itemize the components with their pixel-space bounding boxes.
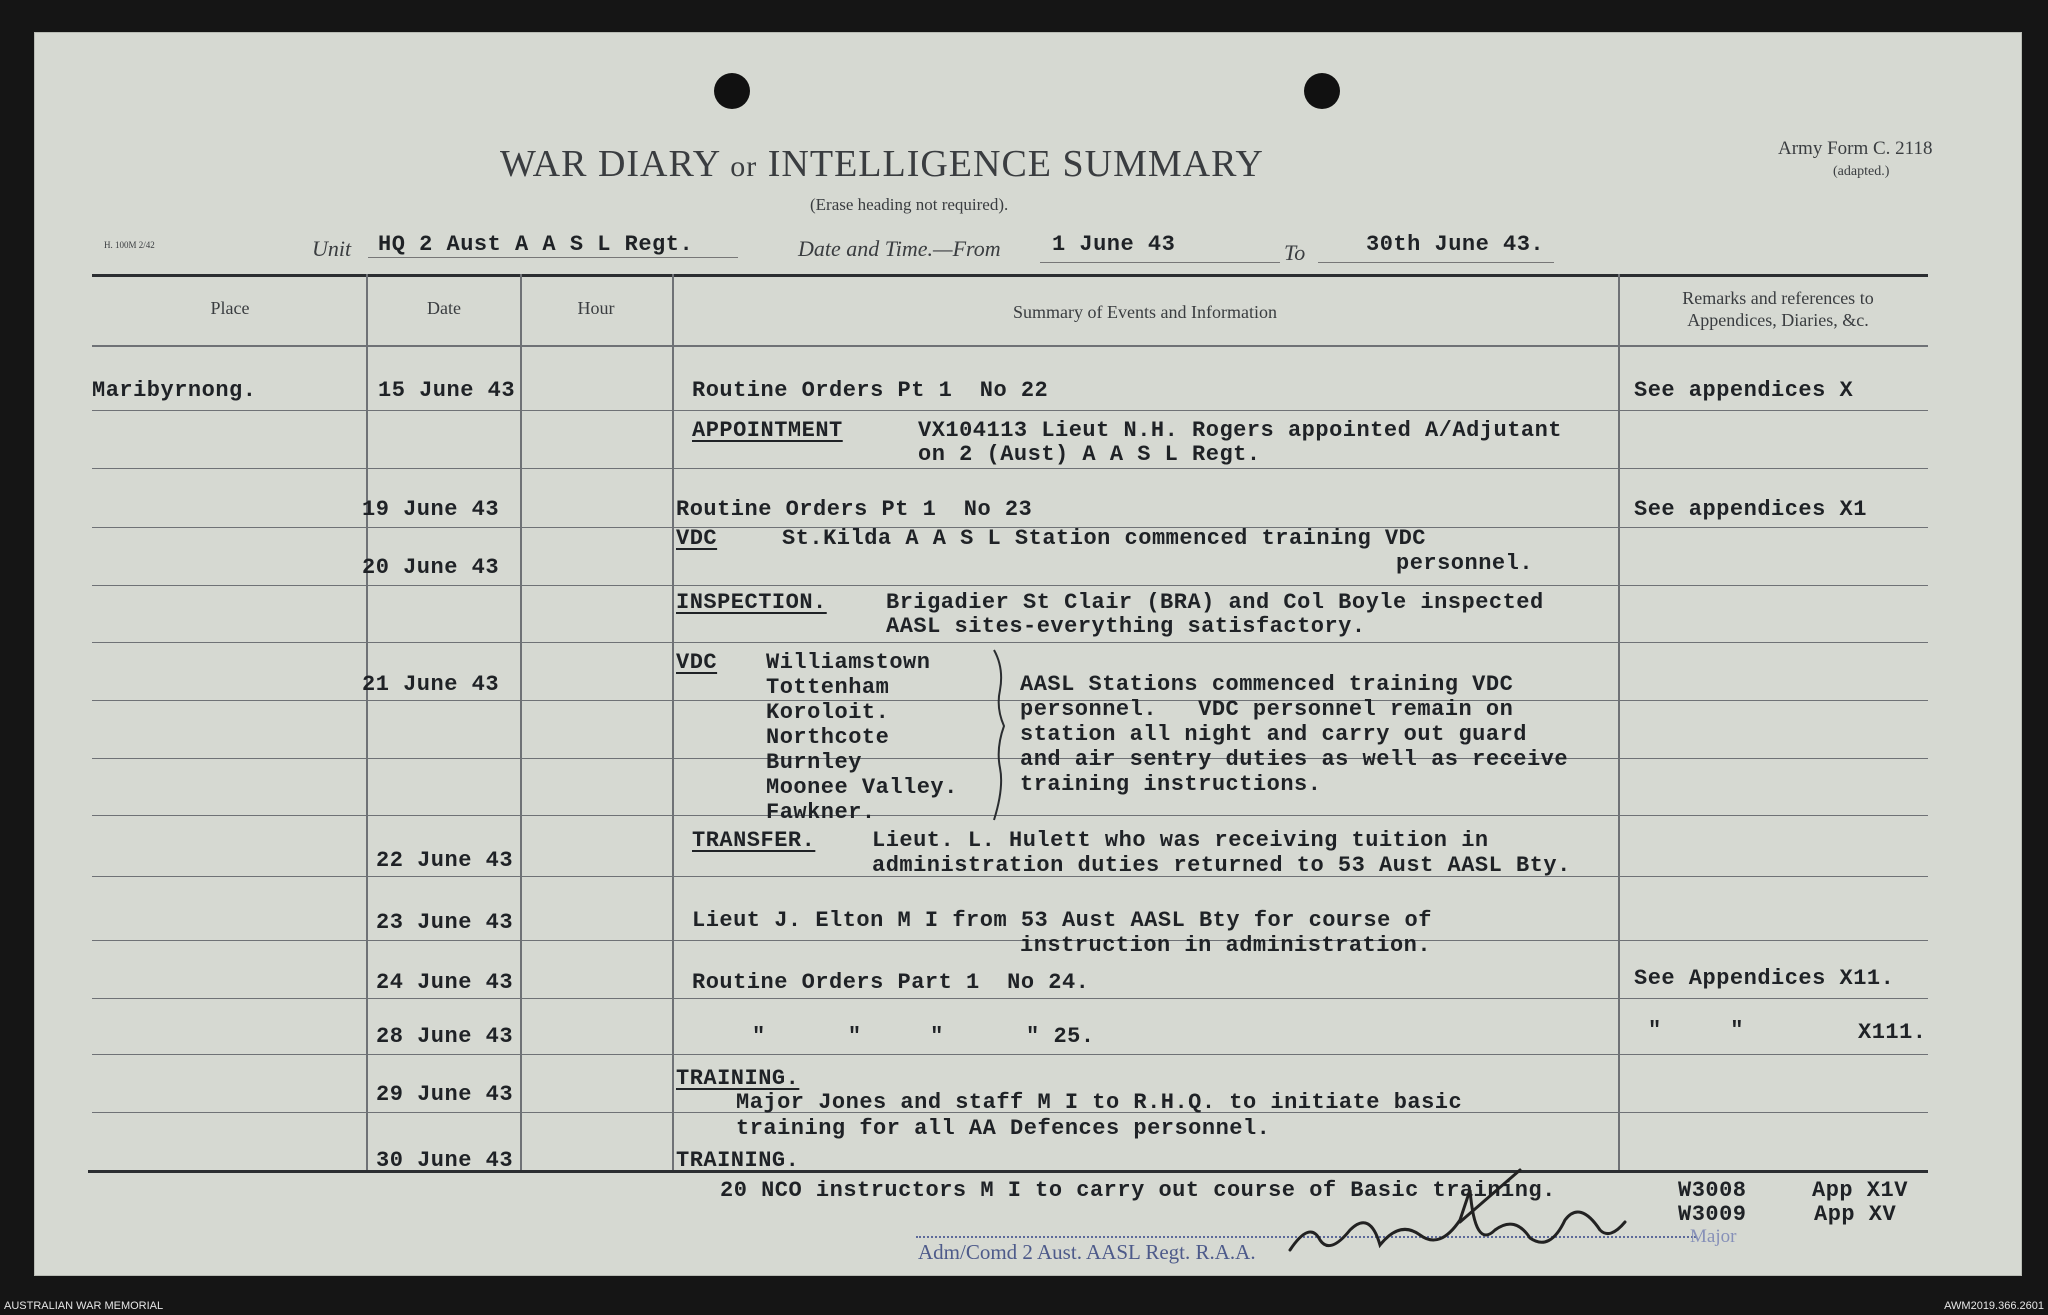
summary-line: VX104113 Lieut N.H. Rogers appointed A/Adjutant xyxy=(918,418,1563,443)
punch-hole xyxy=(714,73,750,109)
date-from-label: Date and Time.—From xyxy=(798,236,1001,261)
summary-line: Routine Orders Pt 1 No 23 xyxy=(676,497,1033,522)
date-entry: 21 June 43 xyxy=(362,672,500,697)
summary-line: St.Kilda A A S L Station commenced training VDC xyxy=(782,526,1427,551)
summary-line: AASL sites-everything satisfactory. xyxy=(886,614,1366,639)
col-header-remarks-2: Appendices, Diaries, &c. xyxy=(1687,310,1869,330)
unit-value: HQ 2 Aust A A S L Regt. xyxy=(378,232,694,257)
appendix-ref: App X1V xyxy=(1812,1178,1908,1203)
rank-stamp: Major xyxy=(1690,1226,1737,1247)
summary-line: instruction in administration. xyxy=(1020,933,1432,958)
adapted-label: (adapted.) xyxy=(1833,164,1890,179)
summary-line: administration duties returned to 53 Aust AASL Bty. xyxy=(872,853,1571,878)
date-entry: 29 June 43 xyxy=(376,1082,514,1107)
table-bottom-rule xyxy=(88,1170,1928,1173)
summary-line: and air sentry duties as well as receive xyxy=(1020,747,1569,772)
row-line xyxy=(92,410,1928,411)
to-label: To xyxy=(1284,240,1306,265)
subtitle: (Erase heading not required). xyxy=(810,195,1009,214)
footer-left: AUSTRALIAN WAR MEMORIAL xyxy=(4,1300,164,1312)
army-form-label: Army Form C. 2118 xyxy=(1778,138,1933,159)
summary-line: " " " " 25. xyxy=(752,1024,1095,1049)
row-line xyxy=(92,998,1928,999)
summary-line: Routine Orders Pt 1 No 22 xyxy=(692,378,1049,403)
war-diary-ref: W3008 xyxy=(1678,1178,1747,1203)
summary-line: Lieut J. Elton M I from 53 Aust AASL Bty for course of xyxy=(692,908,1432,933)
punch-hole xyxy=(1304,73,1340,109)
handwritten-signature xyxy=(1280,1160,1640,1270)
appendix-ref: App XV xyxy=(1814,1202,1897,1227)
row-line xyxy=(92,642,1928,643)
title-part2: INTELLIGENCE SUMMARY xyxy=(767,143,1264,185)
summary-line: training for all AA Defences personnel. xyxy=(736,1116,1271,1141)
entry-heading: VDC xyxy=(676,526,718,551)
entry-heading: TRANSFER. xyxy=(692,828,816,853)
column-divider xyxy=(520,274,522,1170)
summary-line: personnel. VDC personnel remain on xyxy=(1020,697,1514,722)
entry-heading: APPOINTMENT xyxy=(692,418,843,443)
summary-line: personnel. xyxy=(1396,551,1534,576)
row-line xyxy=(92,940,1928,941)
summary-line: AASL Stations commenced training VDC xyxy=(1020,672,1514,697)
date-entry: 22 June 43 xyxy=(376,848,514,873)
date-entry: 15 June 43 xyxy=(378,378,516,403)
page-title xyxy=(500,142,1264,186)
station-name: Tottenham xyxy=(766,675,890,700)
row-line xyxy=(92,345,1928,347)
summary-line: training instructions. xyxy=(1020,772,1322,797)
summary-line: Routine Orders Part 1 No 24. xyxy=(692,970,1090,995)
date-entry: 30 June 43 xyxy=(376,1148,514,1173)
remarks-entry: See Appendices X11. xyxy=(1634,966,1895,991)
grouping-bracket xyxy=(990,648,1012,822)
date-entry: 20 June 43 xyxy=(362,555,500,580)
station-name: Fawkner. xyxy=(766,800,876,825)
summary-line: station all night and carry out guard xyxy=(1020,722,1527,747)
title-part1: WAR DIARY xyxy=(500,143,720,185)
date-entry: 19 June 43 xyxy=(362,497,500,522)
from-underline xyxy=(1040,262,1280,263)
station-name: Burnley xyxy=(766,750,862,775)
entry-heading: TRAINING. xyxy=(676,1066,800,1091)
summary-line: on 2 (Aust) A A S L Regt. xyxy=(918,442,1261,467)
entry-heading: TRAINING. xyxy=(676,1148,800,1173)
date-entry: 24 June 43 xyxy=(376,970,514,995)
remarks-entry: See appendices X1 xyxy=(1634,497,1867,522)
row-line xyxy=(92,468,1928,469)
col-header-date: Date xyxy=(427,298,461,318)
form-code: H. 100M 2/42 xyxy=(104,240,155,250)
station-name: Koroloit. xyxy=(766,700,890,725)
column-divider xyxy=(366,274,368,1170)
summary-line: Lieut. L. Hulett who was receiving tuition in xyxy=(872,828,1489,853)
to-value: 30th June 43. xyxy=(1366,232,1545,257)
date-entry: 23 June 43 xyxy=(376,910,514,935)
date-entry: 28 June 43 xyxy=(376,1024,514,1049)
unit-label: Unit xyxy=(312,236,352,261)
col-header-hour: Hour xyxy=(577,298,615,318)
summary-line: Brigadier St Clair (BRA) and Col Boyle inspected xyxy=(886,590,1544,615)
row-line xyxy=(92,585,1928,586)
remarks-entry: X111. xyxy=(1858,1020,1927,1045)
station-name: Northcote xyxy=(766,725,890,750)
row-line xyxy=(92,1054,1928,1055)
station-name: Williamstown xyxy=(766,650,931,675)
title-or: or xyxy=(730,150,758,183)
unit-underline xyxy=(368,257,738,258)
officer-stamp: Adm/Comd 2 Aust. AASL Regt. R.A.A. xyxy=(918,1240,1256,1264)
entry-heading: VDC xyxy=(676,650,718,675)
from-value: 1 June 43 xyxy=(1052,232,1176,257)
column-divider xyxy=(672,274,674,1170)
remarks-ditto: " " xyxy=(1648,1018,1744,1043)
station-name: Moonee Valley. xyxy=(766,775,958,800)
col-header-place: Place xyxy=(210,298,250,318)
entry-heading: INSPECTION. xyxy=(676,590,827,615)
to-underline xyxy=(1318,262,1554,263)
summary-line: 20 NCO instructors M I to carry out course of Basic training. xyxy=(720,1178,1556,1203)
remarks-entry: See appendices X xyxy=(1634,378,1854,403)
column-divider xyxy=(1618,274,1620,1170)
place-entry: Maribyrnong. xyxy=(92,378,257,403)
col-header-summary: Summary of Events and Information xyxy=(1013,302,1277,322)
col-header-remarks-1: Remarks and references to xyxy=(1682,288,1874,308)
footer-right: AWM2019.366.2601 xyxy=(1944,1300,2044,1312)
war-diary-ref: W3009 xyxy=(1678,1202,1747,1227)
summary-line: Major Jones and staff M I to R.H.Q. to initiate basic xyxy=(736,1090,1463,1115)
